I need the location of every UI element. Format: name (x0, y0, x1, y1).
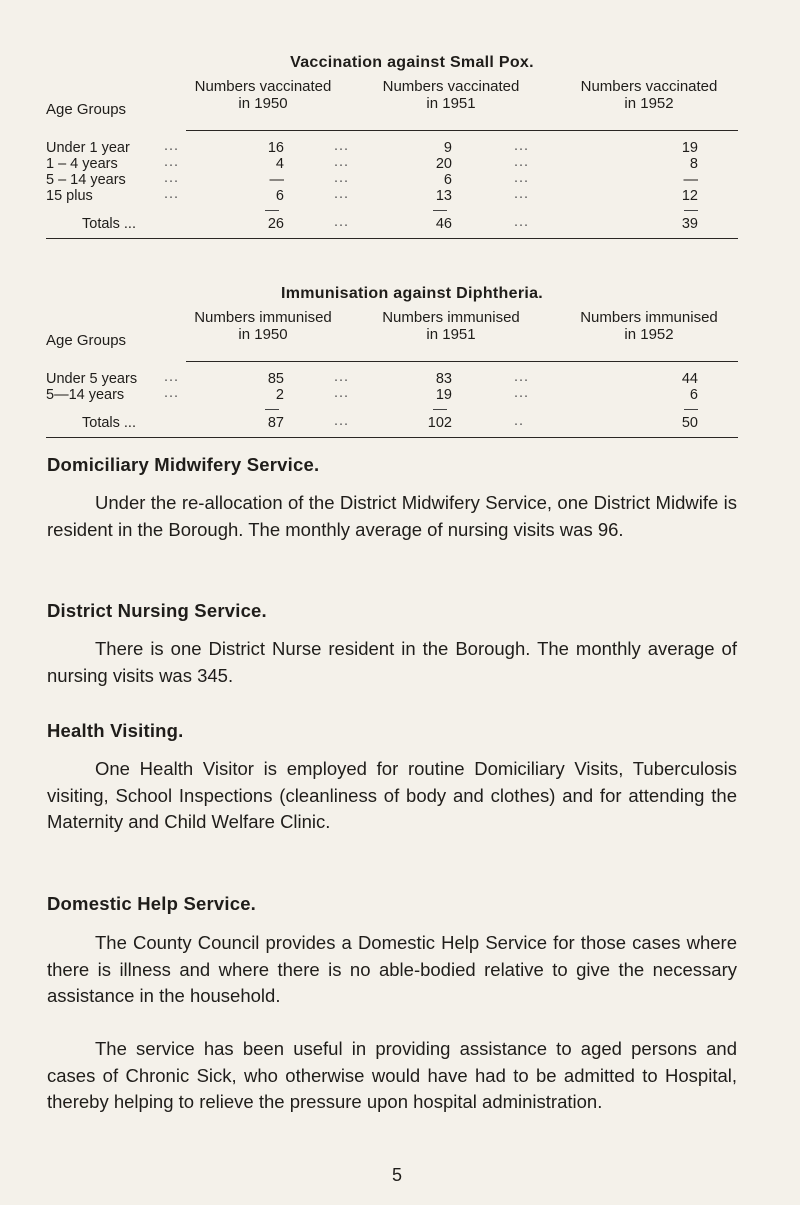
immunisation-header (46, 309, 738, 351)
table-row: 1 – 4 years ... 4 ... 20 ... 8 (46, 154, 698, 172)
totals-row: Totals ... 87 ... 102 .. 50 (82, 413, 698, 431)
table-row: Under 5 years ... 85 ... 83 ... 44 (46, 369, 698, 387)
domestic-help-heading: Domestic Help Service. (47, 893, 257, 914)
midwifery-paragraph: Under the re-allocation of the District Midwifery Service, one District Midwife is resident in the Borough. The monthly average of nursing visits was 96. (47, 492, 737, 540)
immunisation-title: Immunisation against Diphtheria. (280, 285, 544, 302)
table-row: 15 plus ... 6 ... 13 ... 12 (46, 186, 698, 204)
domestic-help-paragraph-1: The County Council provides a Domestic Help Service for those cases where there is illness and where there is no able-bodied relative to give the necessary assistance in the household. (47, 932, 737, 1006)
immunisation-sum-dashes (46, 403, 738, 415)
table-row: Under 1 year ... 16 ... 9 ... 19 (46, 138, 698, 156)
vaccination-title: Vaccination against Small Pox. (290, 54, 534, 71)
vaccination-col-1951: Numbers vaccinated in 1951 (382, 78, 520, 112)
vaccination-footer-rule (46, 238, 738, 239)
immunisation-col-1952: Numbers immunised in 1952 (580, 309, 718, 343)
immunisation-col-1951: Numbers immunised in 1951 (382, 309, 520, 343)
page-number: 5 (392, 1165, 403, 1185)
vaccination-col-1952: Numbers vaccinated in 1952 (580, 78, 718, 112)
vaccination-header (46, 78, 738, 120)
totals-row: Totals ... 26 ... 46 ... 39 (82, 214, 698, 232)
health-visiting-heading: Health Visiting. (47, 720, 184, 741)
immunisation-col-age: Age Groups (46, 332, 127, 349)
nursing-heading: District Nursing Service. (47, 600, 267, 621)
vaccination-table (46, 54, 738, 239)
nursing-paragraph: There is one District Nurse resident in the Borough. The monthly average of nursing visits was 345. (47, 638, 737, 686)
table-row: 5 – 14 years ... — ... 6 ... — (46, 170, 698, 188)
vaccination-sum-dashes (46, 204, 738, 216)
domestic-help-paragraph-2: The service has been useful in providing assistance to aged persons and cases of Chronic Sick, who otherwise would have had to be admitted to Hospital, thereby helping to relieve the pressure upon hospital administration. (47, 1038, 737, 1112)
vaccination-col-1950: Numbers vaccinated in 1950 (194, 78, 332, 112)
midwifery-heading: Domiciliary Midwifery Service. (47, 454, 320, 475)
table-row: 5—14 years ... 2 ... 19 ... 6 (46, 385, 698, 403)
immunisation-col-1950: Numbers immunised in 1950 (194, 309, 332, 343)
health-visiting-paragraph: One Health Visitor is employed for routine Domiciliary Visits, Tuberculosis visiting, School Inspections (cleanliness of body and clothes) and for attending the Maternity and Child Welfare Clinic. (47, 758, 737, 832)
immunisation-table (46, 285, 738, 438)
immunisation-footer-rule (46, 437, 738, 438)
vaccination-col-age: Age Groups (46, 101, 127, 118)
